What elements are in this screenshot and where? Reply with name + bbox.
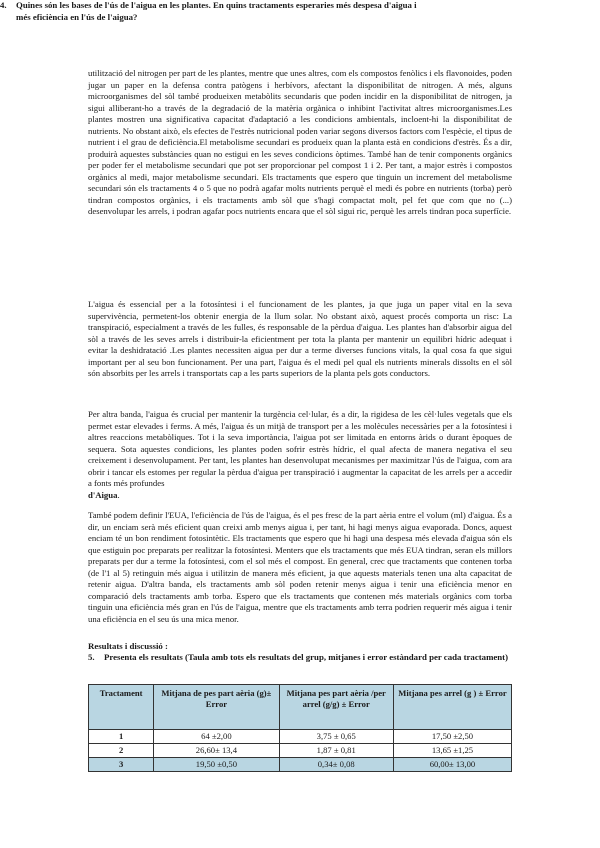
table-cell: 64 ±2,00 — [154, 730, 279, 744]
paragraph-eua: També podem definir l'EUA, l'eficiència de l'ús de l'aigua, és el pes fresc de la part aèria entre el volum (ml) d'aigua. És a dir, un enciam serà més eficient quan creixi amb menys aigua i, per tant, hi hagi menys aigua evaporada. Doncs, aquest enciam té un bon rendiment fotosintètic. Els tractaments que espero que hi hagi una despesa més elevada d'aigua són els que estiguin poc preparats per realitzar la fotosíntesi. Menters que els tractaments que més EUA tindran, seran els millors preparats per dur a terme la fotosíntesi, com el sol més el compost. En general, crec que tractaments que contenen torba (de l'1 al 5) retinguin més aigua i utilitzin de manera més eficient, ja que aquests materials tenen una alta capacitat de retenir aigua. D'altra banda, els tractaments amb sòl poden retenir menys aigua i tenir una eficiència menor en comparació dels tractaments amb torba. Espero que els tractaments que contenen més materials orgànics com torba tinguin una eficiència més gran en l'ús de l'aigua, mentre que els tractaments amb terra podrien requerir més aigua i tenir una eficiència en el seu ús una mica menor. — [88, 510, 512, 624]
table-cell: 26,60± 13,4 — [154, 744, 279, 758]
table-cell: 60,00± 13,00 — [393, 758, 511, 772]
results-heading: Resultats i discussió : — [88, 641, 168, 651]
header-aerial-weight: Mitjana de pes part aèria (g)± Error — [154, 685, 279, 730]
header-aerial-root-ratio: Mitjana pes part aèria /per arrel (g/g) ± Error — [279, 685, 393, 730]
question-5-number: 5. — [88, 652, 95, 662]
question-5 — [88, 652, 512, 664]
paragraph-turgor-text: Per altra banda, l'aigua és crucial per mantenir la turgència cel·lular, és a dir, la rigidesa de les cèl·lules vegetals que els permet estar elevades i ferms. A més, l'aigua és un mitjà de transport per a les molècules necessàries per a la fotosíntesi i altres reaccions metabòliques. Tot i la seva importància, l'aigua pot ser limitada en entorns àrids o durant èpoques de sequera. Sota aquestes condicions, les plantes poden sofrir estrès hídric, el qual afecta de manera negativa el seu creixement i desenvolupament. Per tant, les plantes han desenvolupat mecanismes per maximitzar l'ús de l'aigua, com ara obrir i tancar els estomes per regular la pèrdua d'aigua per transpiració i augmentar la capacitat de les arrels per a accedir a fonts més profundes — [88, 409, 512, 488]
table-row — [89, 758, 512, 772]
table-cell: 19,50 ±0,50 — [154, 758, 279, 772]
table-cell: 13,65 ±1,25 — [393, 744, 511, 758]
table-cell: 3 — [89, 758, 154, 772]
paragraph-water-basics: L'aigua és essencial per a la fotosíntesi i el funcionament de les plantes, ja que juga un paper vital en la seva supervivència, permetent-los obtenir energia de la llum solar. No obstant això, aquest procés comporta un risc: La transpiració, especialment a través de les fulles, és responsable de la pèrdua d'aigua. Les plantes han d'absorbir aigua del sòl a través de les seves arrels i distribuir-la eficientment per tota la planta per mantenir un equilibri hídric adequat i evitar la deshidratació .Les plantes necessiten aigua per dur a terme diverses funcions vitals, la qual cosa fa que sigui important per al seu bon funcionament. Per una part, l'aigua és el medi pel qual els nutrients minerals dissolts en el sòl són absorbits per les arrels i transportats cap a les parts superiors de la planta pels gots conductors. — [88, 299, 512, 378]
question-5-text: Presenta els resultats (Taula amb tots els resultats del grup, mitjanes i error estàndard per cada tractament) — [104, 652, 509, 662]
question-4-number: 4. — [0, 0, 7, 10]
paragraph-turgor: Per altra banda, l'aigua és crucial per mantenir la turgència cel·lular, és a dir, la rigidesa de les cèl·lules vegetals que els permet estar elevades i ferms. A més, l'aigua és un mitjà de transport per a les molècules necessàries per a la fotosíntesi i altres reaccions metabòliques. Tot i la seva importància, l'aigua pot ser limitada en entorns àrids o durant èpoques de sequera. Sota aquestes condicions, les plantes poden sofrir estrès hídric, el qual afecta de manera negativa el seu creixement i desenvolupament. Per tant, les plantes han desenvolupat mecanismes per maximitzar l'ús de l'aigua, com ara obrir i tancar els estomes per regular la pèrdua d'aigua per transpiració i augmentar la capacitat de les arrels per a accedir a fonts més profundes d'Aigua. — [88, 409, 512, 500]
results-table — [88, 684, 512, 772]
table-cell: 1,87 ± 0,81 — [279, 744, 393, 758]
question-4 — [0, 0, 424, 23]
table-row — [89, 730, 512, 744]
table-row — [89, 744, 512, 758]
paragraph-nitrogen-metabolism: utilització del nitrogen per part de les plantes, mentre que unes altres, com els compostos fenòlics i els flavonoides, poden jugar un paper en la defensa contra patògens i herbívors, afectant la disponibilitat de nitrogen. A més, alguns microorganismes del sòl també produeixen metabòlits secundaris que poden incidir en la disponibilitat de nitrogen, ja sigui alliberant-ho a través de la degradació de la matèria orgànica o inhibint l'activitat altres microorganismes.Les plantes mostren una significativa capacitat d'adaptació a les condicions ambientals, incloent-hi la disponibilitat de nutrients. No obstant això, els efectes de l'estrès nutricional poden variar segons diversos factors com l'espècie, el tipus de nutrient i el grau de deficiència.El metabolisme secundari es produeix quan la planta està en condicions d'estrès. És a dir, produirà aquestes substàncies quan no estigui en les seves condicions òptimes. També han de tenir components orgànics per poder fer el metabolisme secundari que pot ser proporcionar pel compost 1 i 2. Per tant, a major estrès i compostos orgànics al medi, major metabolisme secundari. Els tractaments que espero que tinguin un increment del metabolisme secundari són els tractaments 4 o 5 que no podrà agafar molts nutrients perquè el medi és pobre en nutrients (torba) però tindran compostos orgànics, i els tractaments amb sòl que s'hagi compactat molt, pel fet que com que no (...) desenvolupar les arrels, i podran agafar pocs nutrients encara que el sòl sigui ric, perquè les arrels tindran poca superfície. — [88, 68, 512, 216]
table-cell: 3,75 ± 0,65 — [279, 730, 393, 744]
header-treatment: Tractament — [89, 685, 154, 730]
table-cell: 0,34± 0,08 — [279, 758, 393, 772]
question-4-text: Quines són les bases de l'ús de l'aigua en les plantes. En quins tractaments esperaries més despesa d'aigua i més eficiència en l'ús de l'aigua? — [16, 0, 417, 22]
table-cell: 17,50 ±2,50 — [393, 730, 511, 744]
paragraph-turgor-end: d'Aigua — [88, 489, 118, 500]
table-header-row — [89, 685, 512, 730]
table-cell: 1 — [89, 730, 154, 744]
table-cell: 2 — [89, 744, 154, 758]
header-root-weight: Mitjana pes arrel (g ) ± Error — [393, 685, 511, 730]
